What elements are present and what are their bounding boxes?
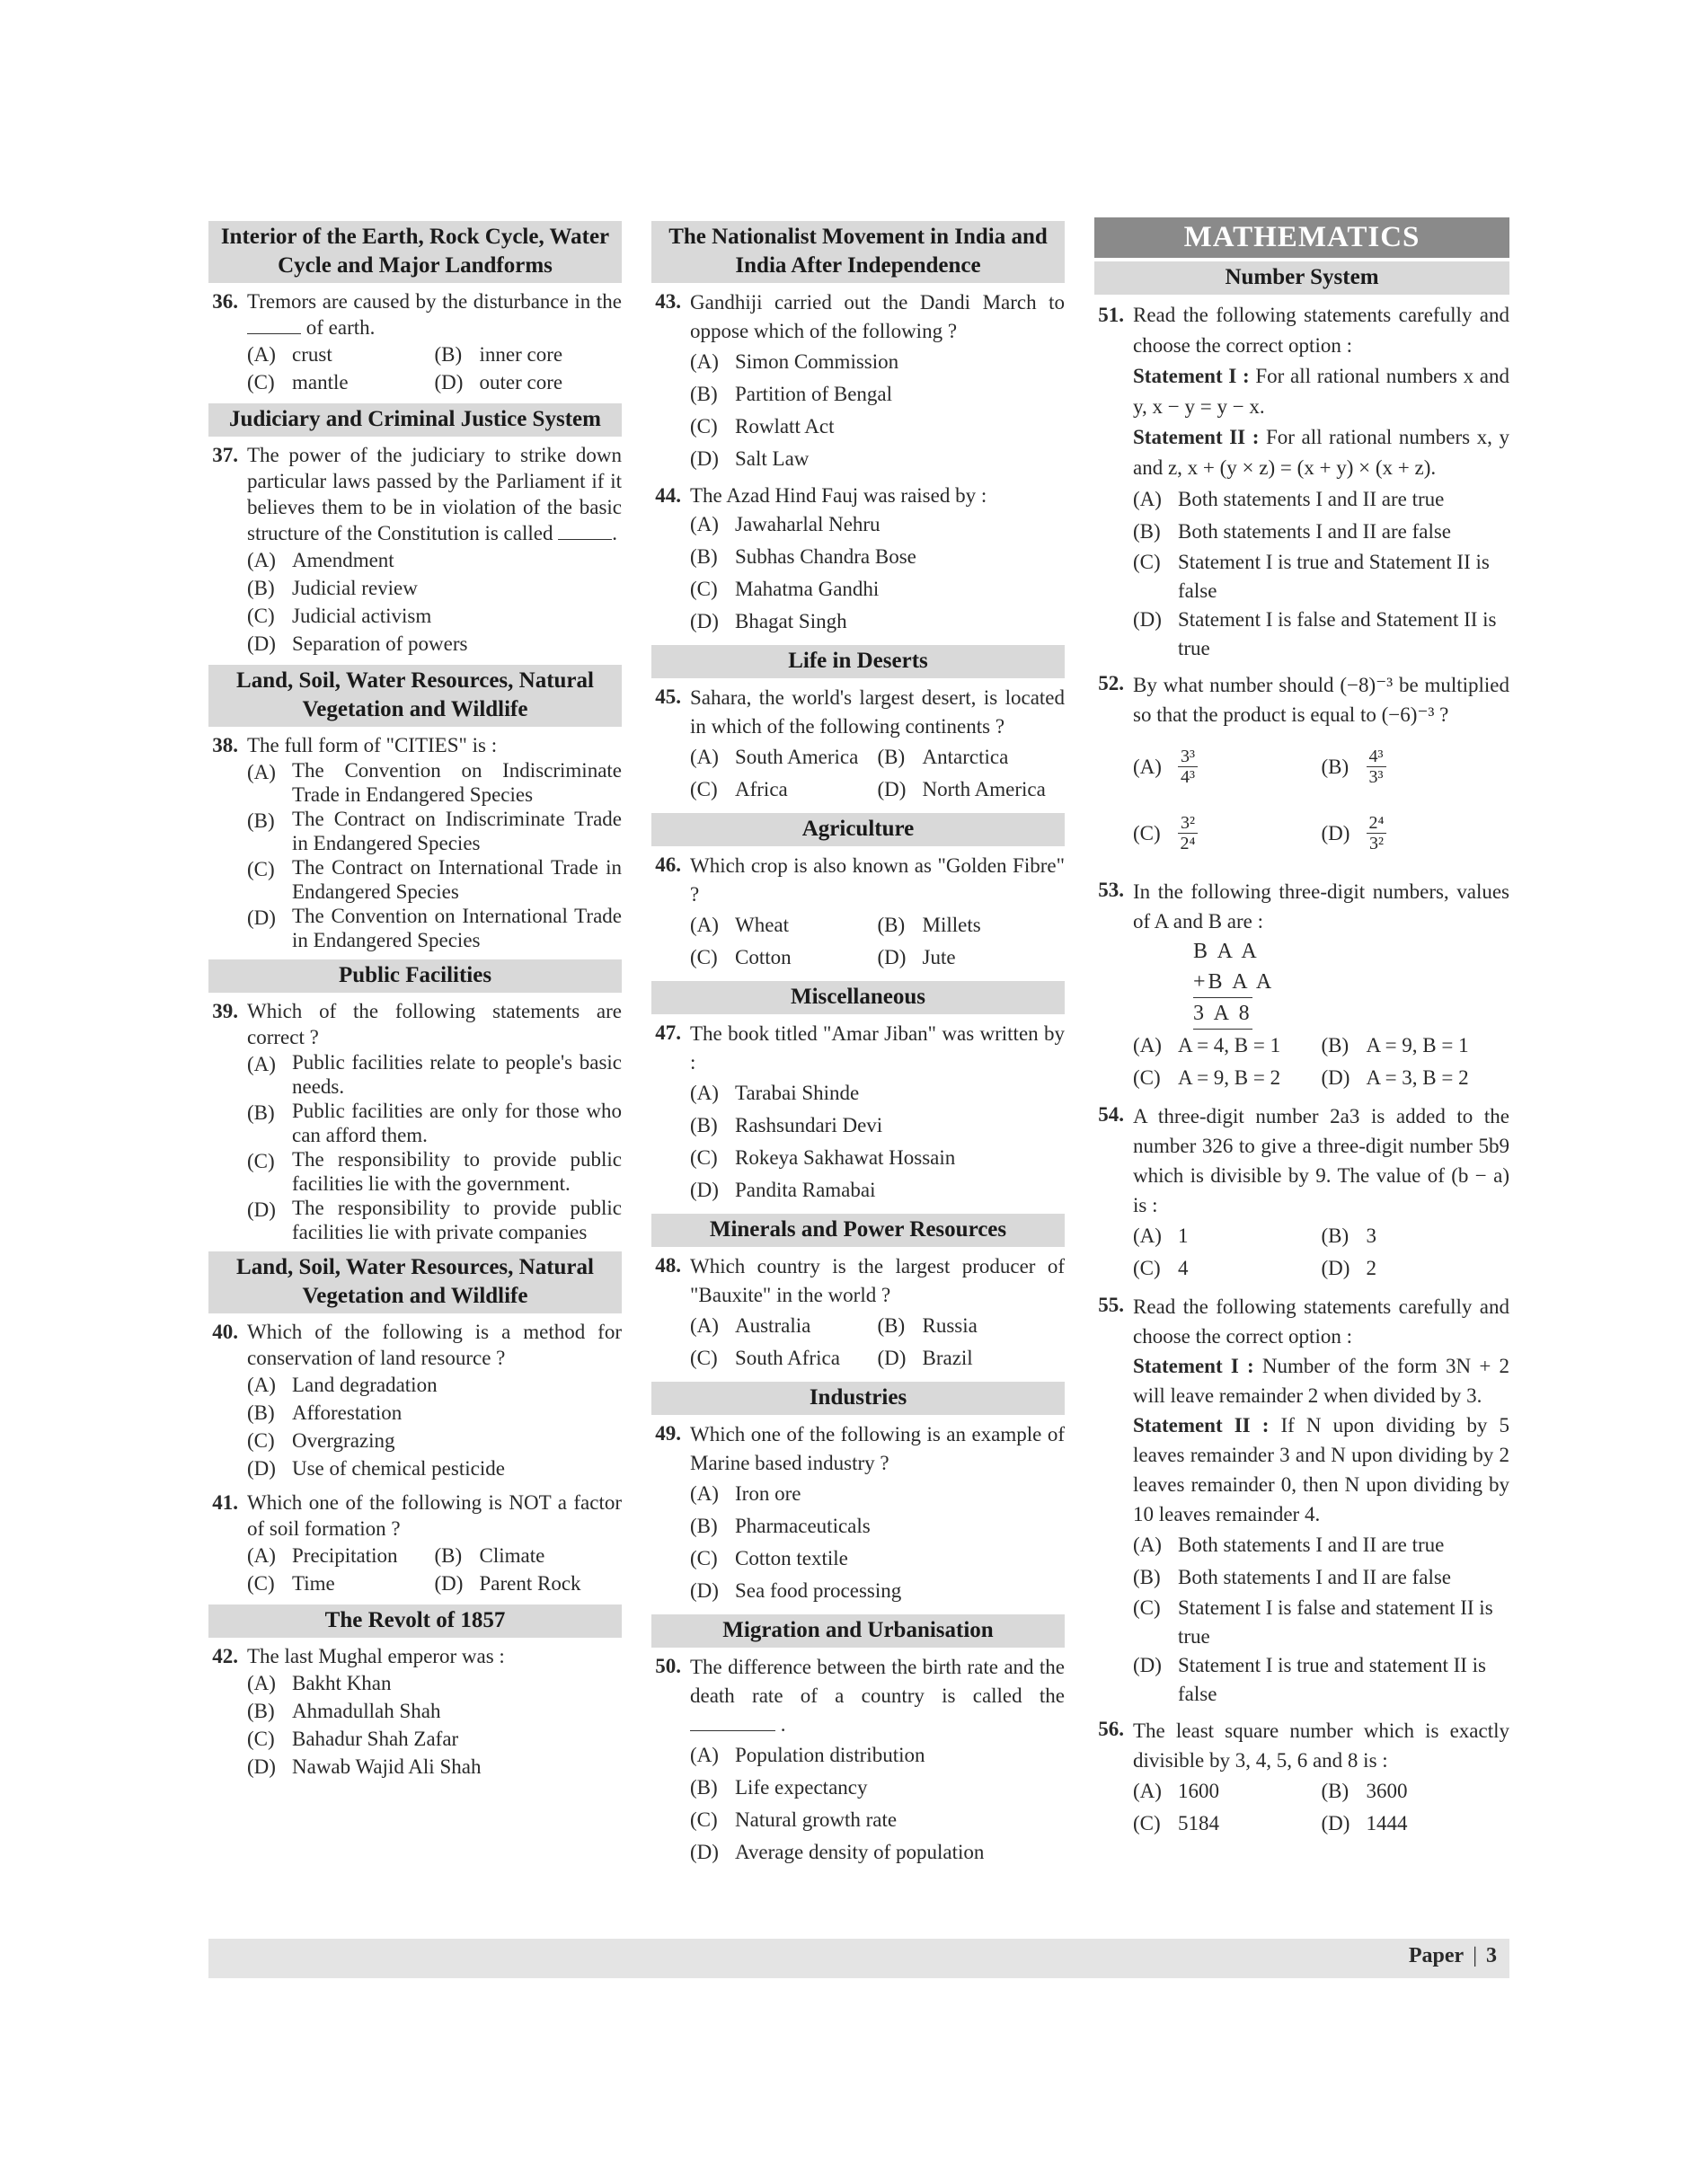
question-number: 53. <box>1098 879 1124 901</box>
question-number: 41. <box>212 1491 238 1514</box>
question-48 <box>651 1252 1065 1375</box>
fraction: $\frac{\text{3³}}{\text{4³}}$ <box>1178 747 1198 787</box>
question-text: Which one of the following is NOT a factor of soil formation ? <box>247 1491 622 1540</box>
option-d: (D) Jute <box>877 946 956 968</box>
option-c: (C) Rowlatt Act <box>690 415 835 438</box>
section-heading: The Nationalist Movement in India and India After Independence <box>651 221 1065 283</box>
section-heading: Number System <box>1094 261 1509 295</box>
statement-text: For all rational numbers x and y, x − y = y − x. <box>1133 365 1510 418</box>
option-a: (A) The Convention on Indiscriminate Trade in Endangered Species <box>247 759 622 806</box>
option-a: (A) A = 4, B = 1 <box>1133 1034 1281 1056</box>
question-55 <box>1094 1292 1509 1709</box>
question-number: 52. <box>1098 672 1124 694</box>
section-heading: Interior of the Earth, Rock Cycle, Water Cycle and Major Landforms <box>208 221 622 283</box>
option-b: (B) $\frac{\text{4³}}{\text{3³}}$ <box>1322 747 1510 787</box>
footer-separator: | <box>1473 1944 1477 1967</box>
option-c: (C) 5184 <box>1133 1812 1219 1834</box>
question-37 <box>208 442 622 658</box>
option-b: (B) Millets <box>877 914 981 936</box>
option-b: (B) Both statements I and II are false <box>1133 520 1451 543</box>
option-a: (A) Wheat <box>690 914 790 936</box>
option-c: (C) Judicial activism <box>247 605 432 627</box>
question-43 <box>651 288 1065 475</box>
option-a: (A) 1600 <box>1133 1780 1219 1802</box>
question-text: Which country is the largest producer of "Bauxite" in the world ? <box>690 1255 1065 1306</box>
question-text: Which of the following statements are correct ? <box>247 1000 622 1048</box>
option-b: (B) inner core <box>434 343 563 366</box>
option-b: (B) A = 9, B = 1 <box>1321 1034 1469 1056</box>
question-number: 48. <box>655 1254 681 1277</box>
question-number: 55. <box>1098 1294 1124 1316</box>
question-text: The least square number which is exactly divisible by 3, 4, 5, 6 and 8 is : <box>1133 1719 1509 1772</box>
blank-line <box>558 523 612 540</box>
option-b: (B) Life expectancy <box>690 1776 868 1799</box>
option-c: (C) Mahatma Gandhi <box>690 578 880 600</box>
option-c: (C) Statement I is true and Statement II is false <box>1133 551 1490 602</box>
question-45 <box>651 684 1065 806</box>
statement-label: Statement I : <box>1133 1355 1254 1377</box>
option-b: (B) Subhas Chandra Bose <box>690 545 916 568</box>
option-a: (A) Both statements I and II are true <box>1133 488 1445 510</box>
question-49 <box>651 1420 1065 1607</box>
option-b: (B) Antarctica <box>877 746 1009 768</box>
section-heading: Minerals and Power Resources <box>651 1214 1065 1247</box>
option-c: (C) The responsibility to provide public facilities lie with the government. <box>247 1148 622 1195</box>
statement-text: Number of the form 3N + 2 will leave remainder 2 when divided by 3. <box>1133 1355 1509 1407</box>
statement-label: Statement II : <box>1133 1414 1270 1437</box>
option-d: (D) Average density of population <box>690 1841 985 1863</box>
option-d: (D) Statement I is false and Statement II is true <box>1133 608 1497 659</box>
option-a: (A) Both statements I and II are true <box>1133 1534 1445 1556</box>
section-heading: Migration and Urbanisation <box>651 1614 1065 1648</box>
question-text: The last Mughal emperor was : <box>247 1645 505 1667</box>
question-46 <box>651 852 1065 974</box>
option-a: (A) 1 <box>1133 1224 1189 1247</box>
question-number: 45. <box>655 685 681 708</box>
option-a: (A) Australia <box>690 1314 811 1337</box>
option-b: (B) Climate <box>434 1544 545 1567</box>
option-d: (D) Separation of powers <box>247 632 468 655</box>
option-d: (D) Use of chemical pesticide <box>247 1457 505 1480</box>
option-b: (B) Russia <box>877 1314 978 1337</box>
fraction: $\frac{\text{3²}}{\text{2⁴}}$ <box>1178 813 1198 853</box>
section-heading: Agriculture <box>651 813 1065 846</box>
question-number: 43. <box>655 290 681 313</box>
option-c: (C) Natural growth rate <box>690 1808 898 1831</box>
option-d: (D) 1444 <box>1321 1812 1408 1834</box>
question-number: 36. <box>212 290 238 313</box>
option-c: (C) Africa <box>690 778 788 800</box>
option-c: (C) Rokeya Sakhawat Hossain <box>690 1146 956 1169</box>
question-number: 47. <box>655 1021 681 1044</box>
question-number: 49. <box>655 1422 681 1445</box>
option-a: (A) Land degradation <box>247 1374 438 1396</box>
question-text: Tremors are caused by the disturbance in the of earth. <box>247 290 622 339</box>
option-c: (C) mantle <box>247 371 349 393</box>
question-text: Sahara, the world's largest desert, is located in which of the following continents ? <box>690 686 1065 738</box>
question-text: The Azad Hind Fauj was raised by : <box>690 484 987 507</box>
question-39 <box>208 998 622 1244</box>
blank-line <box>690 1714 775 1731</box>
option-b: (B) Ahmadullah Shah <box>247 1700 441 1722</box>
question-text: The full form of "CITIES" is : <box>247 734 498 756</box>
option-c: (C) $\frac{\text{3²}}{\text{2⁴}}$ <box>1133 813 1322 853</box>
section-heading: Land, Soil, Water Resources, Natural Vegetation and Wildlife <box>208 665 622 727</box>
option-d: (D) 2 <box>1321 1257 1376 1279</box>
fraction: $\frac{\text{2⁴}}{\text{3²}}$ <box>1367 813 1387 853</box>
question-41 <box>208 1490 622 1597</box>
question-51 <box>1094 300 1509 663</box>
option-d: (D) Parent Rock <box>434 1572 581 1595</box>
question-47 <box>651 1020 1065 1207</box>
option-d: (D) Bhagat Singh <box>690 610 847 632</box>
section-heading: Judiciary and Criminal Justice System <box>208 403 622 437</box>
option-b: (B) Rashsundari Devi <box>690 1114 883 1136</box>
section-heading: Public Facilities <box>208 959 622 993</box>
option-a: (A) Tarabai Shinde <box>690 1082 860 1104</box>
question-text: The book titled "Amar Jiban" was written by : <box>690 1022 1065 1074</box>
question-number: 46. <box>655 853 681 876</box>
option-d: (D) A = 3, B = 2 <box>1321 1066 1469 1089</box>
option-d: (D) Statement I is true and statement II is false <box>1133 1654 1486 1705</box>
question-number: 54. <box>1098 1103 1124 1126</box>
option-b: (B) 3600 <box>1321 1780 1408 1802</box>
question-42 <box>208 1643 622 1781</box>
question-number: 50. <box>655 1655 681 1677</box>
option-c: (C) Time <box>247 1572 335 1595</box>
question-text: Read the following statements carefully and choose the correct option : Statement I : Number of the form 3N + 2 will leave remainder 2 when divided by 3. Statement II : If N upon dividing by 5 leaves remainder 3 and N upon dividing by 2 leaves remainder 0, then N upon dividing by 10 leaves remainder 4. <box>1133 1295 1509 1525</box>
question-50 <box>651 1653 1065 1869</box>
question-text: Which of the following is a method for conservation of land resource ? <box>247 1321 622 1369</box>
column-2 <box>651 217 1065 1876</box>
option-a: (A) $\frac{\text{3³}}{\text{4³}}$ <box>1133 747 1322 787</box>
question-text: The power of the judiciary to strike down particular laws passed by the Parliament if it believes them to be in violation of the basic structure of the Constitution is called . <box>247 444 622 544</box>
question-number: 38. <box>212 734 238 756</box>
section-heading: Industries <box>651 1382 1065 1415</box>
question-36 <box>208 288 622 396</box>
question-number: 40. <box>212 1321 238 1343</box>
option-b: (B) Afforestation <box>247 1401 403 1424</box>
question-54 <box>1094 1101 1509 1285</box>
option-d: (D) Pandita Ramabai <box>690 1179 876 1201</box>
subject-heading: MATHEMATICS <box>1094 217 1509 258</box>
option-d: (D) Brazil <box>877 1347 973 1369</box>
option-b: (B) The Contract on Indiscriminate Trade in Endangered Species <box>247 808 622 854</box>
question-text: Gandhiji carried out the Dandi March to oppose which of the following ? <box>690 291 1065 342</box>
option-a: (A) crust <box>247 343 332 366</box>
page-footer <box>208 1939 1509 1978</box>
question-text: The difference between the birth rate and the death rate of a country is called the . <box>690 1656 1065 1736</box>
option-d: (D) The responsibility to provide public facilities lie with private companies <box>247 1197 622 1243</box>
option-d: (D) outer core <box>434 371 563 393</box>
question-text: In the following three-digit numbers, values of A and B are : <box>1133 880 1509 933</box>
statement-label: Statement II : <box>1133 426 1260 448</box>
option-b: (B) Pharmaceuticals <box>690 1515 871 1537</box>
statement-text: If N upon dividing by 5 leaves remainder 3 and N upon dividing by 2 leaves remainder 0, then N upon dividing by 10 leaves remainder 4. <box>1133 1414 1509 1525</box>
question-number: 44. <box>655 484 681 507</box>
option-c: (C) Bahadur Shah Zafar <box>247 1728 459 1750</box>
option-c: (C) South Africa <box>690 1347 840 1369</box>
option-a: (A) Public facilities relate to people's basic needs. <box>247 1051 622 1098</box>
column-1 <box>208 217 622 1788</box>
blank-line <box>247 317 301 334</box>
question-number: 39. <box>212 1000 238 1022</box>
option-a: (A) Bakht Khan <box>247 1672 392 1694</box>
question-52 <box>1094 670 1509 861</box>
option-b: (B) Judicial review <box>247 577 418 599</box>
question-40 <box>208 1319 622 1482</box>
option-b: (B) 3 <box>1321 1224 1376 1247</box>
question-number: 56. <box>1098 1718 1124 1740</box>
option-a: (A) Amendment <box>247 549 394 571</box>
option-b: (B) Both statements I and II are false <box>1133 1566 1451 1588</box>
option-c: (C) Cotton textile <box>690 1547 848 1569</box>
option-d: (D) $\frac{\text{2⁴}}{\text{3²}}$ <box>1322 813 1510 853</box>
page-number: 3 <box>1486 1944 1497 1967</box>
question-38 <box>208 732 622 952</box>
option-d: (D) North America <box>877 778 1046 800</box>
question-text: Which crop is also known as "Golden Fibre" ? <box>690 854 1065 906</box>
fraction: $\frac{\text{4³}}{\text{3³}}$ <box>1367 747 1386 787</box>
option-d: (D) The Convention on International Trade in Endangered Species <box>247 905 622 951</box>
question-44 <box>651 482 1065 638</box>
question-text: By what number should (−8)⁻³ be multiplied so that the product is equal to (−6)⁻³ ? <box>1133 674 1509 726</box>
footer-text <box>1409 1944 1497 1968</box>
question-text: Which one of the following is an example of Marine based industry ? <box>690 1423 1065 1474</box>
option-a: (A) Simon Commission <box>690 350 899 373</box>
option-c: (C) Overgrazing <box>247 1429 395 1452</box>
option-c: (C) Statement I is false and statement II is true <box>1133 1596 1493 1648</box>
question-number: 42. <box>212 1645 238 1667</box>
addition-problem: B A A +B A A 3 A 8 <box>1193 936 1509 1030</box>
question-53 <box>1094 877 1509 1094</box>
question-text: A three-digit number 2a3 is added to the number 326 to give a three-digit number 5b9 which is divisible by 9. The value of (b − a) is : <box>1133 1105 1509 1216</box>
option-a: (A) South America <box>690 746 859 768</box>
option-c: (C) The Contract on International Trade in Endangered Species <box>247 856 622 903</box>
question-number: 51. <box>1098 304 1124 326</box>
option-d: (D) Sea food processing <box>690 1579 902 1602</box>
section-heading: The Revolt of 1857 <box>208 1604 622 1638</box>
option-c: (C) A = 9, B = 2 <box>1133 1066 1281 1089</box>
option-c: (C) 4 <box>1133 1257 1189 1279</box>
statement-text: For all rational numbers x, y and z, x + (y × z) = (x + y) × (x + z). <box>1133 426 1509 479</box>
statement-label: Statement I : <box>1133 365 1250 387</box>
question-text: Read the following statements carefully and choose the correct option : Statement I : For all rational numbers x and y, x − y = y − x. Statement II : For all rational numbers x, y and z, x + (y × z) = (x + y) × (x + z). <box>1133 304 1510 479</box>
section-heading: Miscellaneous <box>651 981 1065 1014</box>
question-56 <box>1094 1716 1509 1840</box>
option-b: (B) Public facilities are only for those who can afford them. <box>247 1100 622 1146</box>
column-3 <box>1094 217 1509 1847</box>
section-heading: Life in Deserts <box>651 645 1065 678</box>
section-heading: Land, Soil, Water Resources, Natural Vegetation and Wildlife <box>208 1251 622 1313</box>
option-d: (D) Salt Law <box>690 447 810 470</box>
option-b: (B) Partition of Bengal <box>690 383 893 405</box>
option-d: (D) Nawab Wajid Ali Shah <box>247 1755 482 1778</box>
option-a: (A) Iron ore <box>690 1482 801 1505</box>
option-c: (C) Cotton <box>690 946 792 968</box>
option-a: (A) Precipitation <box>247 1544 398 1567</box>
footer-label: Paper <box>1408 1944 1465 1967</box>
question-number: 37. <box>212 444 238 466</box>
option-a: (A) Jawaharlal Nehru <box>690 513 881 535</box>
option-a: (A) Population distribution <box>690 1744 925 1766</box>
